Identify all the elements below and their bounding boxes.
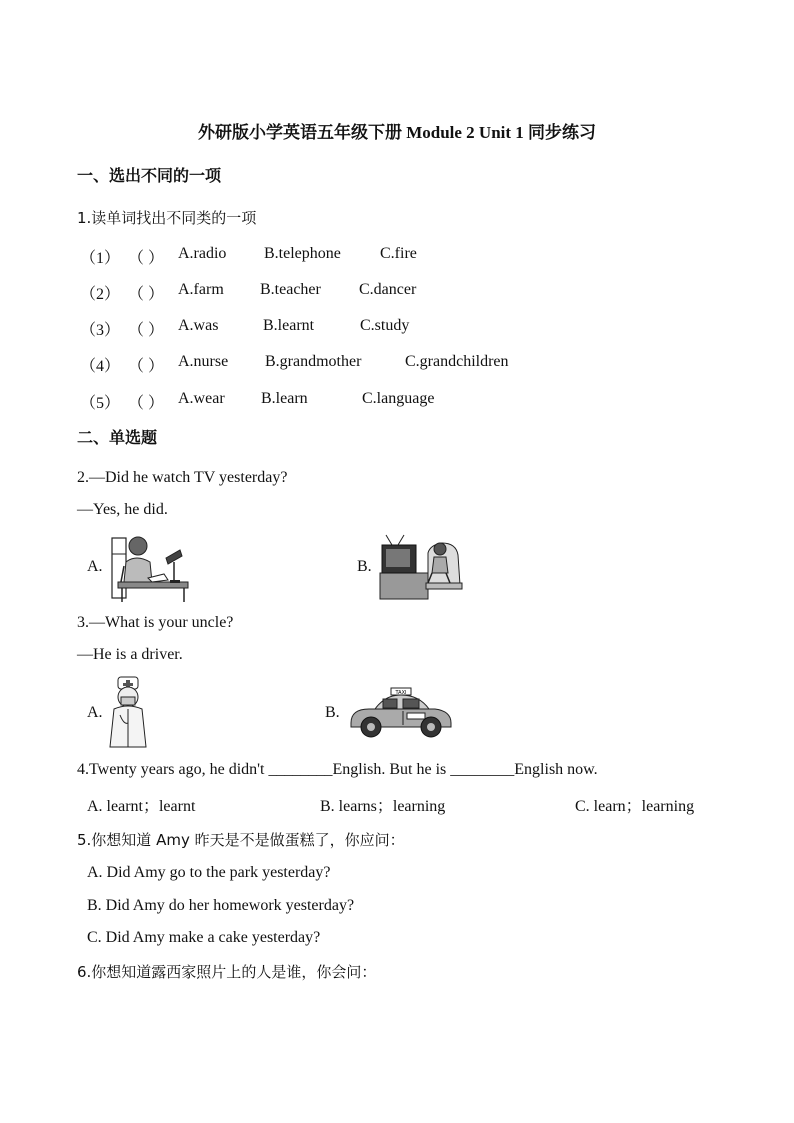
option-a: A.nurse — [178, 353, 229, 370]
question-6-stem: 6.你想知道露西家照片上的人是谁，你会问： — [77, 963, 377, 981]
answer-blank[interactable]: （ ） — [128, 395, 165, 412]
question-3-line-2: —He is a driver. — [77, 646, 183, 663]
option-c: C.language — [362, 390, 435, 407]
taxi-sign-text: TAXI — [395, 690, 407, 696]
question-5-option-a: A. Did Amy go to the park yesterday? — [87, 864, 331, 881]
section-heading-1: 一、选出不同的一项 — [77, 166, 222, 185]
option-b: B.learn — [261, 390, 308, 407]
question-2-line-2: —Yes, he did. — [77, 501, 168, 518]
boy-watching-tv-image — [378, 531, 466, 601]
question-2-option-a-label: A. — [87, 558, 103, 575]
row-number: （2） — [80, 286, 121, 303]
question-1-stem: 1.读单词找出不同类的一项 — [77, 209, 257, 227]
option-c: C.grandchildren — [405, 353, 509, 370]
option-a: A.radio — [178, 245, 227, 262]
doctor-image — [108, 675, 148, 749]
answer-blank[interactable]: （ ） — [128, 322, 165, 339]
option-a: A.wear — [178, 390, 225, 407]
question-2-line-1: 2.—Did he watch TV yesterday? — [77, 469, 288, 486]
row-number: （3） — [80, 322, 121, 339]
option-c: C.fire — [380, 245, 417, 262]
page-title: 外研版小学英语五年级下册 Module 2 Unit 1 同步练习 — [197, 123, 597, 142]
question-2-option-b-label: B. — [357, 558, 372, 575]
option-b: B.telephone — [264, 245, 341, 262]
question-5-option-b: B. Did Amy do her homework yesterday? — [87, 897, 355, 914]
question-4-option-c: C. learn；learning — [575, 798, 695, 815]
question-3-option-a-label: A. — [87, 704, 103, 721]
option-c: C.study — [360, 317, 410, 334]
taxi-image — [347, 687, 455, 739]
row-number: （5） — [80, 395, 121, 412]
option-a: A.was — [178, 317, 219, 334]
answer-blank[interactable]: （ ） — [128, 250, 165, 267]
boy-studying-at-desk-image — [108, 532, 190, 602]
row-number: （4） — [80, 358, 121, 375]
question-4-option-a: A. learnt；learnt — [87, 798, 196, 815]
answer-blank[interactable]: （ ） — [128, 358, 165, 375]
answer-blank[interactable]: （ ） — [128, 286, 165, 303]
question-5-stem: 5.你想知道 Amy 昨天是不是做蛋糕了，你应问： — [77, 831, 405, 849]
option-a: A.farm — [178, 281, 224, 298]
option-c: C.dancer — [359, 281, 417, 298]
question-4-stem: 4.Twenty years ago, he didn't ________English. But he is ________English now. — [77, 761, 598, 778]
option-b: B.teacher — [260, 281, 321, 298]
question-4-option-b: B. learns；learning — [320, 798, 446, 815]
option-b: B.grandmother — [265, 353, 362, 370]
question-3-option-b-label: B. — [325, 704, 340, 721]
option-b: B.learnt — [263, 317, 315, 334]
section-heading-2: 二、单选题 — [77, 428, 158, 447]
row-number: （1） — [80, 250, 121, 267]
question-5-option-c: C. Did Amy make a cake yesterday? — [87, 929, 321, 946]
question-3-line-1: 3.—What is your uncle? — [77, 614, 234, 631]
